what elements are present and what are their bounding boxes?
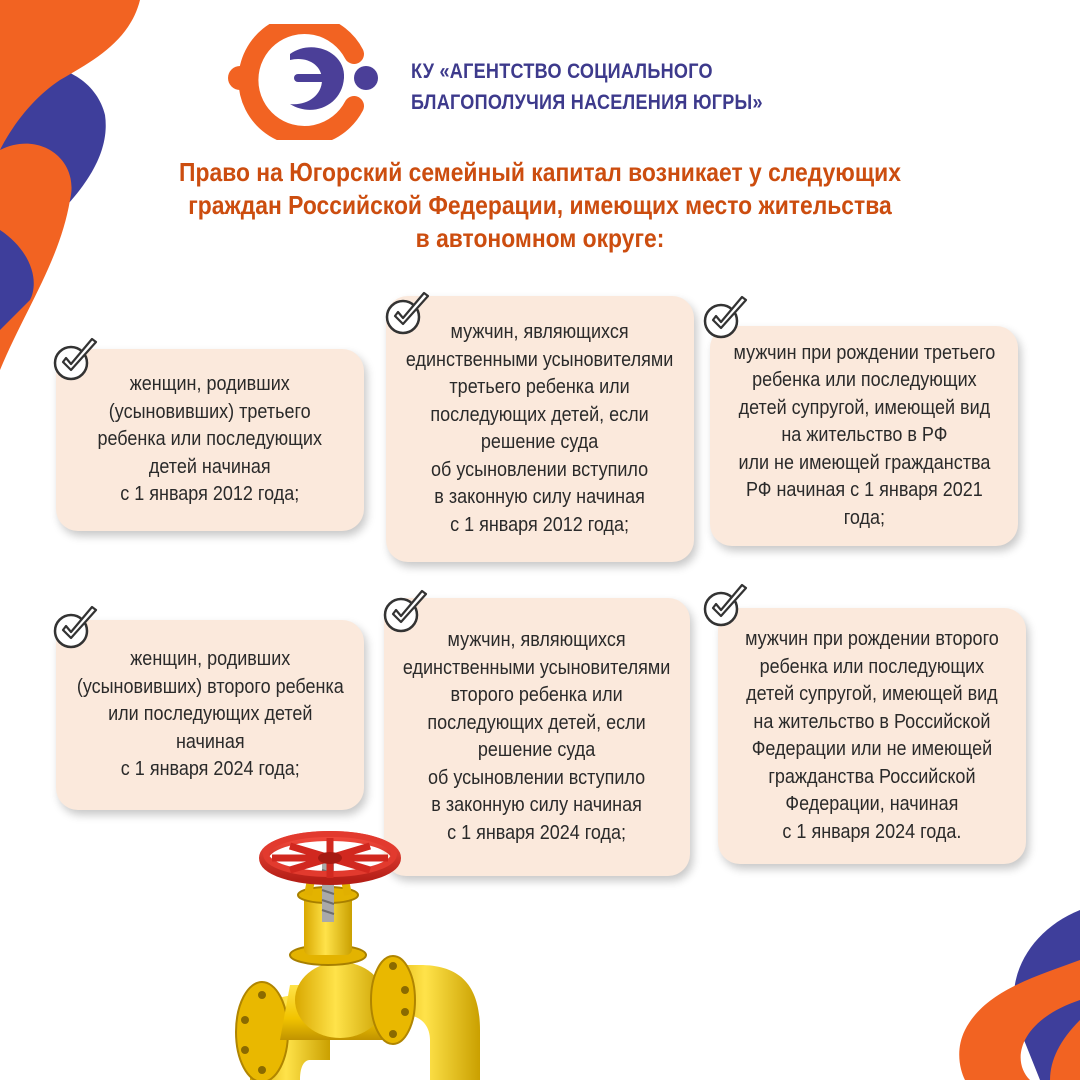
card-line: решение суда xyxy=(478,739,596,761)
card-line: на жительство в РФ xyxy=(780,424,948,447)
card-line: единственными усыновителями xyxy=(406,348,674,371)
page-title-line: в автономном округе: xyxy=(415,223,665,253)
card-line: единственными усыновителями xyxy=(403,656,671,679)
card-line: на жительство в Российской xyxy=(753,710,991,733)
card-line: последующих детей, если xyxy=(430,403,650,426)
page-title-line: граждан Российской Федерации, имеющих место жительства xyxy=(188,190,892,220)
card-line: или последующих детей xyxy=(107,703,313,726)
organization-name-line: БЛАГОПОЛУЧИЯ НАСЕЛЕНИЯ ЮГРЫ» xyxy=(411,91,763,114)
card-line: мужчин, являющихся xyxy=(450,321,630,343)
card-line: в законную силу начиная xyxy=(434,486,646,508)
card-line: Федерации или не имеющей xyxy=(751,738,993,760)
card-line: в законную силу начиная xyxy=(431,794,643,816)
card-line: об усыновлении вступило xyxy=(431,458,649,481)
card-line: третьего ребенка или xyxy=(449,376,631,398)
card-line: РФ начиная с 1 января 2021 xyxy=(745,479,983,502)
card-line: с 1 января 2024 года; xyxy=(447,821,627,844)
card-line: начиная xyxy=(175,730,245,753)
card-line: года; xyxy=(843,506,885,529)
card-line: детей начиная xyxy=(149,455,271,478)
card-line: или не имеющей гражданства xyxy=(738,451,990,474)
card-line: (усыновивших) второго ребенка xyxy=(76,675,344,698)
card-line: второго ребенка или xyxy=(450,684,624,706)
card-line: ребенка или последующих xyxy=(97,428,323,451)
card-line: детей супругой, имеющей вид xyxy=(738,396,990,419)
card-line: с 1 января 2012 года; xyxy=(120,483,300,506)
card-line: с 1 января 2024 года. xyxy=(782,820,962,843)
card-line: с 1 января 2012 года; xyxy=(450,513,630,536)
card-line: мужчин при рождении третьего xyxy=(733,341,995,364)
card-line: об усыновлении вступило xyxy=(428,766,646,789)
card-line: с 1 января 2024 года; xyxy=(120,758,300,781)
card-line: Федерации, начиная xyxy=(785,793,959,815)
card-line: решение суда xyxy=(481,431,599,453)
card-line: ребенка или последующих xyxy=(751,369,977,392)
card-line: женщин, родивших xyxy=(129,648,291,671)
card-line: гражданства Российской xyxy=(768,765,976,788)
card-line: мужчин, являющихся xyxy=(447,629,627,651)
card-line: детей супругой, имеющей вид xyxy=(746,683,998,705)
card-line: последующих детей, если xyxy=(427,711,647,734)
card-line: ребенка или последующих xyxy=(759,655,985,678)
card-line: мужчин при рождении второго xyxy=(745,628,999,650)
card-line: женщин, родивших xyxy=(129,373,291,396)
card-line: (усыновивших) третьего xyxy=(109,400,311,423)
page-title-line: Право на Югорский семейный капитал возникает у следующих xyxy=(179,157,901,187)
organization-name-line: КУ «АГЕНТСТВО СОЦИАЛЬНОГО xyxy=(411,60,713,83)
